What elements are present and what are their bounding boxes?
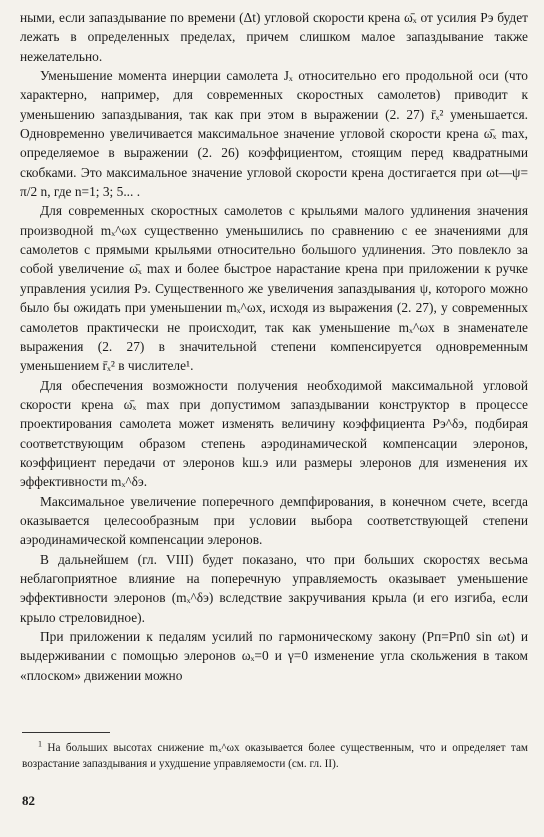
paragraph-7: При приложении к педалям усилий по гармоническому закону (Pп=Pп0 sin ωt) и выдерживании с помощью элеронов ωₓ=0 и γ=0 изменение угла скольжения в таком «плоском» движении можно [20,629,528,683]
footnote [22,740,528,772]
paragraph-3: Для современных скоростных самолетов с крыльями малого удлинения значения производной mₓ^ωx существенно уменьшились по сравнению с ее значениями для самолетов с прямыми крыльями относительно большого удлинения. Это повлекло за собой увеличение ω̄ₓ max и более быстрое нарастание крена при приложении к ручке управления усилия Pэ. Существенного же увеличения запаздывания ψ, которого можно было бы ожидать при уменьшении mₓ^ωx, исходя из выражения (2. 27), у современных самолетов практически не происходит, так как уменьшение mₓ^ωx в знаменателе выражения (2. 27) в значительной степени компенсируется одновременным уменьшением r̄ₓ² в числителе¹. [20,203,528,374]
paragraph-4: Для обеспечения возможности получения необходимой максимальной угловой скорости крена ω̄ₓ max при допустимом запаздывании конструктор в процессе проектирования самолета может изменять величину коэффициента Pэ^δэ, подбирая соответствующим образом степень аэродинамической компенсации элеронов, коэффициент передачи от элеронов kш.э или размеры элеронов для изменения их эффективности mₓ^δэ. [20,377,528,490]
footnote-marker: 1 [38,739,42,749]
footnote-text: На больших высотах снижение mₓ^ωx оказывается более существенным, что и определяет там возрастание запаздывания и ухудшение управляемости (см. гл. II). [22,742,529,770]
main-text [20,8,528,685]
paragraph-2: Уменьшение момента инерции самолета Jₓ относительно его продольной оси (что характерно, например, для современных скоростных самолетов) приводит к уменьшению запаздывания, так как при этом в выражении (2. 27) r̄ₓ² уменьшается. Одновременно увеличивается максимальное значение угловой скорости крена ω̄ₓ max, определяемое в выражении (2. 26) коэффициентом, стоящим перед квадратными скобками. Это максимальное значение угловой скорости крена достигается при ωt—ψ= π/2 n, где n=1; 3; 5... . [20,68,528,200]
paragraph-1: ными, если запаздывание по времени (Δt) угловой скорости крена ω̄ₓ от усилия Pэ будет лежать в определенных пределах, причем слишком малое запаздывание также нежелательно. [20,10,528,64]
page-number: 82 [22,793,35,808]
paragraph-6: В дальнейшем (гл. VIII) будет показано, что при больших скоростях весьма неблагоприятное влияние на поперечную управляемость оказывает уменьшение эффективности элеронов (mₓ^δэ) вследствие закручивания крыла (и его изгиба, если крыло стреловидное). [20,551,528,625]
paragraph-5: Максимальное увеличение поперечного демпфирования, в конечном счете, всегда оказывается целесообразным при условии выбора соответствующей степени аэродинамической компенсации элеронов. [20,493,528,548]
footnote-divider [22,732,110,733]
